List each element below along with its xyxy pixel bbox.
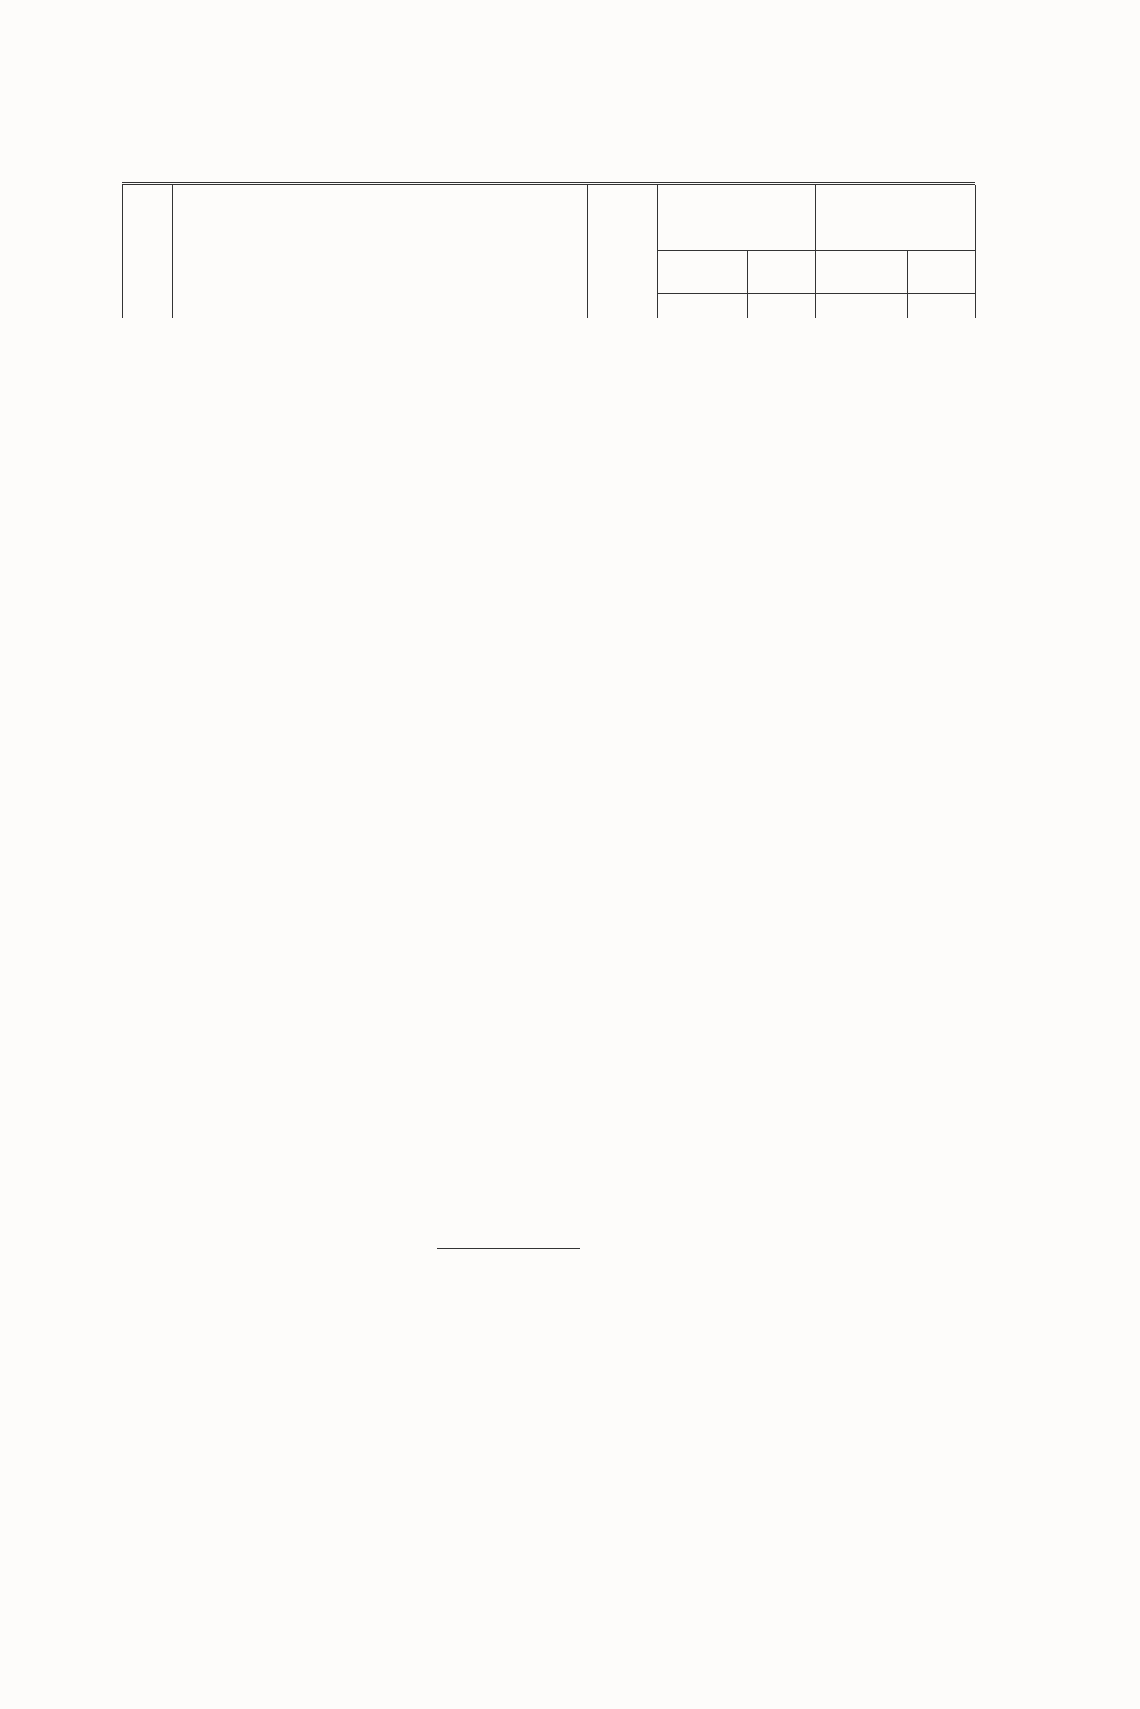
description-column-header	[173, 185, 588, 293]
year-group-header	[816, 185, 976, 250]
years-column-header	[123, 185, 173, 293]
count-column-header	[588, 185, 658, 293]
table-body	[123, 293, 976, 318]
year-rub-header	[816, 250, 908, 293]
expense-table	[122, 185, 976, 318]
year-kop-header	[908, 250, 976, 293]
total-rub-header	[658, 250, 748, 293]
total-kop-header	[748, 250, 816, 293]
closing-rule	[437, 1248, 580, 1249]
total-group-header	[658, 185, 816, 250]
expense-table-wrapper	[122, 182, 975, 318]
